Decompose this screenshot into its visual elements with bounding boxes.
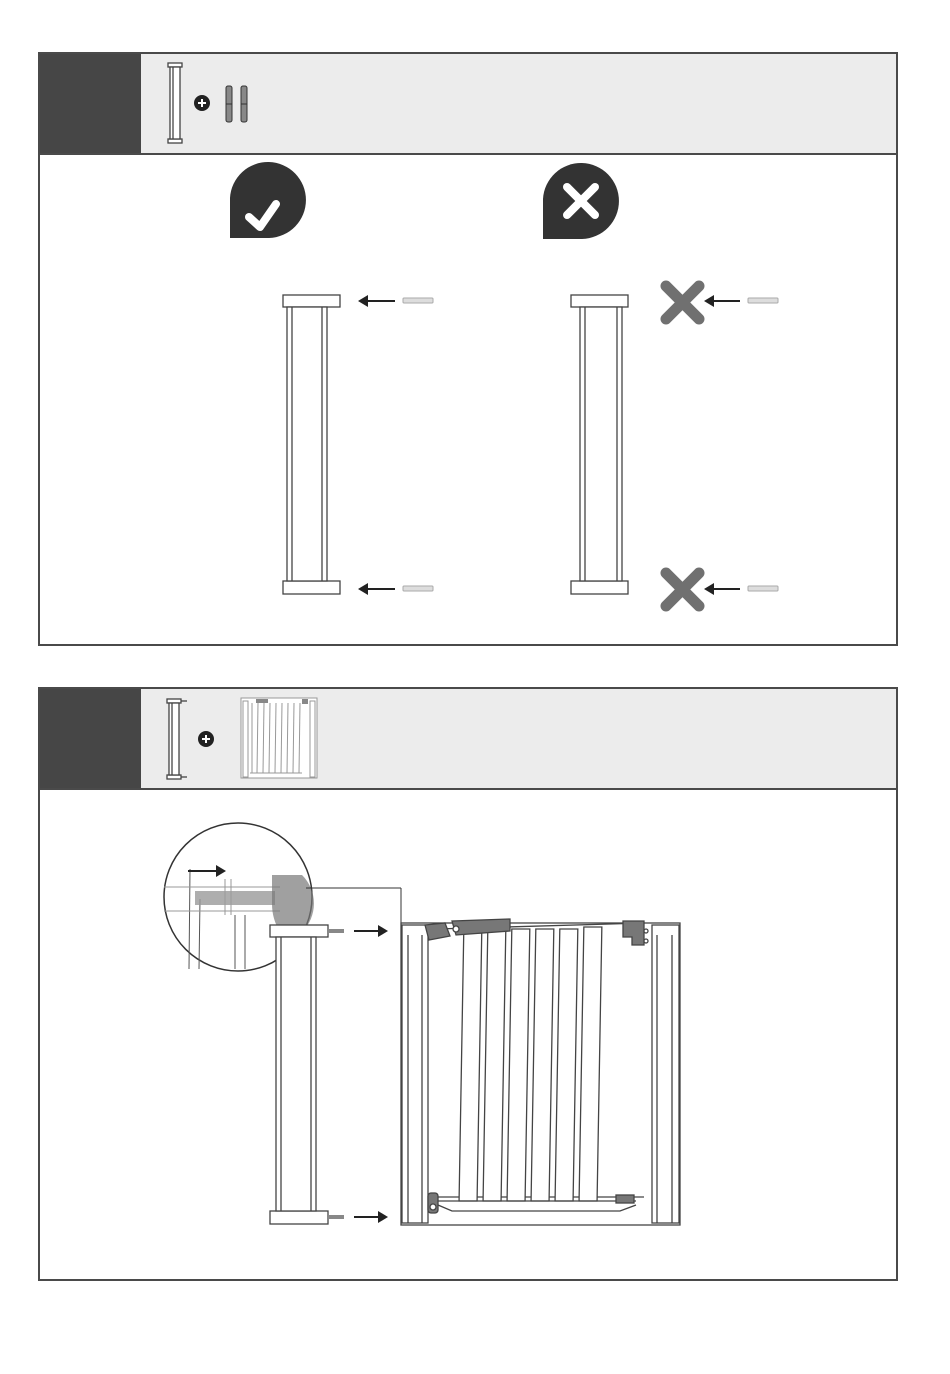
arrow-pin-top bbox=[358, 295, 433, 307]
step-panel-1 bbox=[38, 52, 898, 646]
arrow-pin-top-wrong bbox=[704, 295, 778, 307]
gate-illustration bbox=[401, 919, 680, 1225]
gate-icon bbox=[241, 698, 317, 778]
extension-icon bbox=[167, 699, 187, 779]
x-mark-top bbox=[666, 286, 699, 319]
plus-icon bbox=[198, 731, 214, 747]
step-2-diagram bbox=[40, 689, 896, 1279]
extension-piece bbox=[270, 925, 344, 1224]
arrow-bottom bbox=[354, 1211, 388, 1223]
check-icon bbox=[230, 162, 306, 238]
x-icon bbox=[543, 163, 619, 239]
extension-correct bbox=[283, 295, 340, 594]
step-1-diagram bbox=[40, 54, 896, 644]
step-panel-2 bbox=[38, 687, 898, 1281]
extension-wrong bbox=[571, 295, 628, 594]
pins-icon bbox=[226, 86, 247, 122]
arrow-pin-bottom bbox=[358, 583, 433, 595]
extension-icon bbox=[168, 63, 182, 143]
arrow-pin-bottom-wrong bbox=[704, 583, 778, 595]
x-mark-bottom bbox=[666, 573, 699, 606]
arrow-top bbox=[354, 925, 388, 937]
plus-icon bbox=[194, 95, 210, 111]
